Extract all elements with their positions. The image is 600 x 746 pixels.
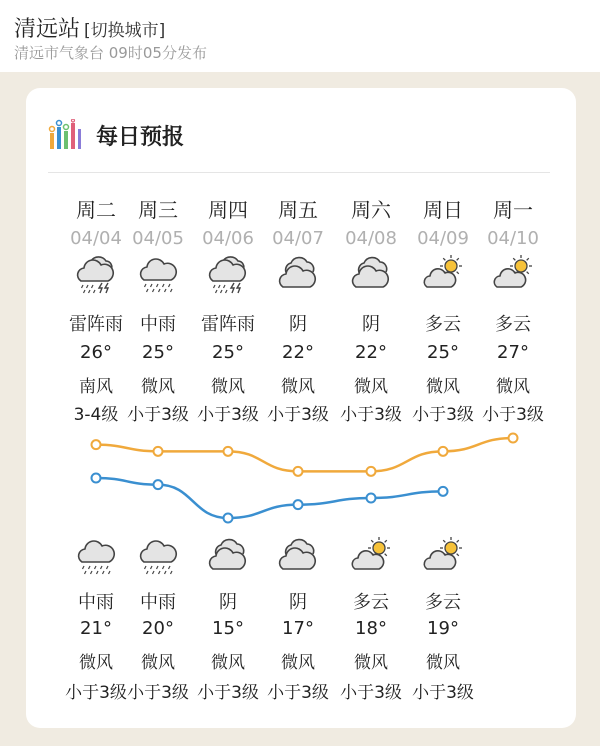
date-label: 04/10 (487, 228, 539, 249)
overcast-icon (351, 254, 391, 294)
high-temp-label: 25° (427, 342, 459, 363)
rain-icon (138, 254, 178, 294)
rain-icon (138, 536, 178, 576)
high-temp-label: 26° (80, 342, 112, 363)
partly-cloudy-icon (423, 254, 463, 294)
day-weather-label: 雷阵雨 (201, 314, 255, 335)
overcast-icon (278, 254, 318, 294)
overcast-icon (208, 536, 248, 576)
rain-icon (76, 536, 116, 576)
high-temp-label: 22° (282, 342, 314, 363)
station-title (14, 12, 165, 43)
low-temp-label: 20° (142, 618, 174, 639)
night-weather-label: 多云 (353, 592, 389, 613)
day-weather-label: 阴 (362, 314, 380, 335)
thunderstorm-icon (208, 254, 248, 294)
weekday-label: 周二 (76, 198, 116, 222)
night-weather-label: 阴 (289, 592, 307, 613)
day-weather-label: 阴 (289, 314, 307, 335)
low-temp-label: 21° (80, 618, 112, 639)
night-weather-label: 阴 (219, 592, 237, 613)
day-wind-direction: 微风 (426, 377, 460, 397)
thunderstorm-icon (76, 254, 116, 294)
night-wind-direction: 微风 (211, 653, 245, 673)
night-wind-level: 小于3级 (412, 683, 474, 703)
day-wind-level: 3-4级 (73, 405, 119, 425)
high-temp-label: 25° (212, 342, 244, 363)
day-wind-direction: 微风 (211, 377, 245, 397)
night-wind-level: 小于3级 (197, 683, 259, 703)
forecast-column (61, 88, 131, 728)
night-wind-level: 小于3级 (65, 683, 127, 703)
date-label: 04/04 (70, 228, 122, 249)
day-wind-direction: 微风 (354, 377, 388, 397)
weekday-label: 周四 (208, 198, 248, 222)
card-title: 每日预报 (96, 124, 185, 150)
day-wind-level: 小于3级 (267, 405, 329, 425)
day-wind-level: 小于3级 (127, 405, 189, 425)
high-temp-label: 27° (497, 342, 529, 363)
daily-forecast-card (26, 88, 576, 728)
night-weather-label: 多云 (425, 592, 461, 613)
forecast-column (193, 88, 263, 728)
partly-cloudy-icon (493, 254, 533, 294)
date-label: 04/09 (417, 228, 469, 249)
day-weather-label: 多云 (425, 314, 461, 335)
weekday-label: 周日 (423, 198, 463, 222)
high-temp-label: 22° (355, 342, 387, 363)
night-wind-level: 小于3级 (127, 683, 189, 703)
night-wind-direction: 微风 (281, 653, 315, 673)
date-label: 04/08 (345, 228, 397, 249)
weekday-label: 周六 (351, 198, 391, 222)
partly-cloudy-icon (351, 536, 391, 576)
day-wind-direction: 微风 (281, 377, 315, 397)
low-temp-label: 17° (282, 618, 314, 639)
forecast-column (408, 88, 478, 728)
day-wind-direction: 微风 (496, 377, 530, 397)
night-weather-label: 中雨 (140, 592, 176, 613)
date-label: 04/05 (132, 228, 184, 249)
night-weather-label: 中雨 (78, 592, 114, 613)
night-wind-direction: 微风 (141, 653, 175, 673)
day-weather-label: 多云 (495, 314, 531, 335)
forecast-column (478, 88, 548, 728)
weekday-label: 周一 (493, 198, 533, 222)
night-wind-level: 小于3级 (267, 683, 329, 703)
night-wind-direction: 微风 (354, 653, 388, 673)
forecast-column (336, 88, 406, 728)
weekday-label: 周五 (278, 198, 318, 222)
day-wind-level: 小于3级 (412, 405, 474, 425)
day-wind-level: 小于3级 (340, 405, 402, 425)
partly-cloudy-icon (423, 536, 463, 576)
low-temp-label: 15° (212, 618, 244, 639)
high-temp-label: 25° (142, 342, 174, 363)
day-wind-direction: 南风 (79, 377, 113, 397)
forecast-column (263, 88, 333, 728)
day-wind-level: 小于3级 (482, 405, 544, 425)
forecast-column (123, 88, 193, 728)
publish-info: 清远市气象台 09时05分发布 (14, 44, 207, 62)
low-temp-label: 18° (355, 618, 387, 639)
night-wind-level: 小于3级 (340, 683, 402, 703)
day-wind-direction: 微风 (141, 377, 175, 397)
low-temp-label: 19° (427, 618, 459, 639)
day-weather-label: 雷阵雨 (69, 314, 123, 335)
overcast-icon (278, 536, 318, 576)
date-label: 04/07 (272, 228, 324, 249)
page-header (0, 0, 600, 72)
switch-city-link[interactable]: [切换城市] (84, 21, 166, 41)
night-wind-direction: 微风 (426, 653, 460, 673)
station-name: 清远站 (14, 17, 81, 42)
day-wind-level: 小于3级 (197, 405, 259, 425)
date-label: 04/06 (202, 228, 254, 249)
night-wind-direction: 微风 (79, 653, 113, 673)
day-weather-label: 中雨 (140, 314, 176, 335)
weekday-label: 周三 (138, 198, 178, 222)
